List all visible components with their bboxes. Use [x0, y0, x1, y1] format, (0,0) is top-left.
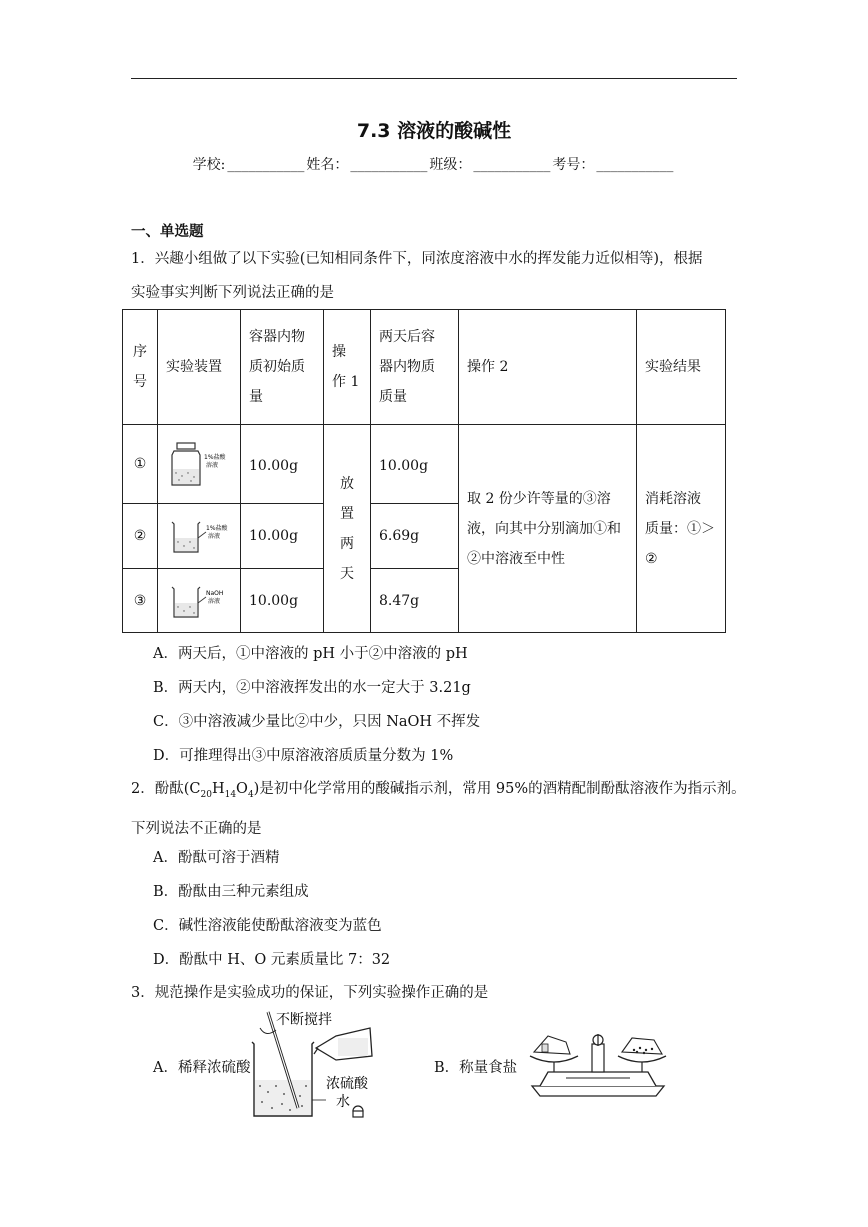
- header-seq: 序 号: [123, 310, 158, 425]
- svg-text:1%盐酸: 1%盐酸: [206, 525, 228, 532]
- header-rule: [131, 78, 737, 79]
- beaker-icon: [166, 581, 232, 621]
- exam-blank[interactable]: ___________: [596, 157, 674, 173]
- operation-2-merged: 取 2 份少许等量的③溶 液，向其中分别滴加①和 ②中溶液至中性: [459, 425, 637, 633]
- student-info-line: [0, 154, 868, 174]
- result-merged: 消耗溶液 质量：①＞ ②: [637, 425, 726, 633]
- header-apparatus: 实验装置: [158, 310, 241, 425]
- row-2-no: ②: [123, 504, 158, 569]
- beaker-icon: [166, 516, 232, 556]
- question-3-stem: 3．规范操作是实验成功的保证，下列实验操作正确的是: [131, 985, 489, 1001]
- q2-option-a[interactable]: A．酚酞可溶于酒精: [153, 850, 280, 866]
- row-3-after: 8.47g: [371, 569, 459, 633]
- row-2-initial: 10.00g: [241, 504, 324, 569]
- exam-label: 考号：: [552, 157, 595, 173]
- name-blank[interactable]: ___________: [350, 157, 428, 173]
- svg-text:1%盐酸: 1%盐酸: [204, 454, 226, 461]
- page-title: 7.3 溶液的酸碱性: [356, 120, 512, 142]
- svg-text:溶液: 溶液: [206, 462, 219, 469]
- balance-scale-figure: [526, 1028, 670, 1100]
- row-1-initial: 10.00g: [241, 425, 324, 504]
- question-2-stem: 2．酚酞$(C_{20}H_{14}O_4)$是初中化学常用的酸碱指示剂，常用 95%的酒精配制酚酞溶液作为指示剂。 下列说法不正确的是: [131, 781, 746, 837]
- q1-option-c[interactable]: C．③中溶液减少量比②中少，只因 NaOH 不挥发: [153, 714, 481, 730]
- svg-text:溶液: 溶液: [208, 597, 221, 605]
- svg-text:溶液: 溶液: [208, 533, 221, 540]
- school-blank[interactable]: ___________: [227, 157, 305, 173]
- svg-text:NaOH: NaOH: [206, 589, 224, 597]
- row-1-no: ①: [123, 425, 158, 504]
- acid-label: 浓硫酸: [326, 1076, 368, 1092]
- header-operation-2: 操作 2: [459, 310, 637, 425]
- operation-1-merged: 放 置 两 天: [324, 425, 371, 633]
- experiment-table: [122, 309, 726, 633]
- header-initial-mass: 容器内物 质初始质 量: [241, 310, 324, 425]
- question-1-stem: 1．兴趣小组做了以下实验(已知相同条件下，同浓度溶液中水的挥发能力近似相等)，根据 实验事实判断下列说法正确的是: [131, 251, 703, 301]
- stir-label: 不断搅拌: [276, 1012, 332, 1028]
- row-3-apparatus: [158, 569, 241, 633]
- q2-option-b[interactable]: B．酚酞由三种元素组成: [153, 884, 309, 900]
- row-2-after: 6.69g: [371, 504, 459, 569]
- row-2-apparatus: [158, 504, 241, 569]
- dilute-sulfuric-acid-figure: [240, 1008, 400, 1126]
- water-label: 水: [336, 1094, 350, 1110]
- header-result: 实验结果: [637, 310, 726, 425]
- name-label: 姓名：: [306, 157, 349, 173]
- row-1-after: 10.00g: [371, 425, 459, 504]
- q3-option-b[interactable]: B．称量食盐: [434, 1060, 518, 1076]
- school-label: 学校:: [192, 157, 226, 173]
- header-operation-1: 操 作 1: [324, 310, 371, 425]
- row-3-initial: 10.00g: [241, 569, 324, 633]
- header-after-mass: 两天后容 器内物质 质量: [371, 310, 459, 425]
- q2-option-d[interactable]: D．酚酞中 H、O 元素质量比 7：32: [153, 952, 391, 968]
- q2-option-c[interactable]: C．碱性溶液能使酚酞溶液变为蓝色: [153, 918, 382, 934]
- section-heading: 一、单选题: [131, 224, 204, 240]
- q1-option-a[interactable]: A．两天后，①中溶液的 pH 小于②中溶液的 pH: [153, 646, 468, 662]
- class-label: 班级：: [429, 157, 472, 173]
- row-1-apparatus: [158, 425, 241, 504]
- reagent-bottle-icon: [166, 439, 232, 489]
- q1-option-b[interactable]: B．两天内，②中溶液挥发出的水一定大于 3.21g: [153, 680, 471, 696]
- q3-option-a[interactable]: A．稀释浓硫酸: [153, 1060, 251, 1076]
- row-3-no: ③: [123, 569, 158, 633]
- class-blank[interactable]: ___________: [473, 157, 551, 173]
- q1-option-d[interactable]: D．可推理得出③中原溶液溶质质量分数为 1%: [153, 748, 454, 764]
